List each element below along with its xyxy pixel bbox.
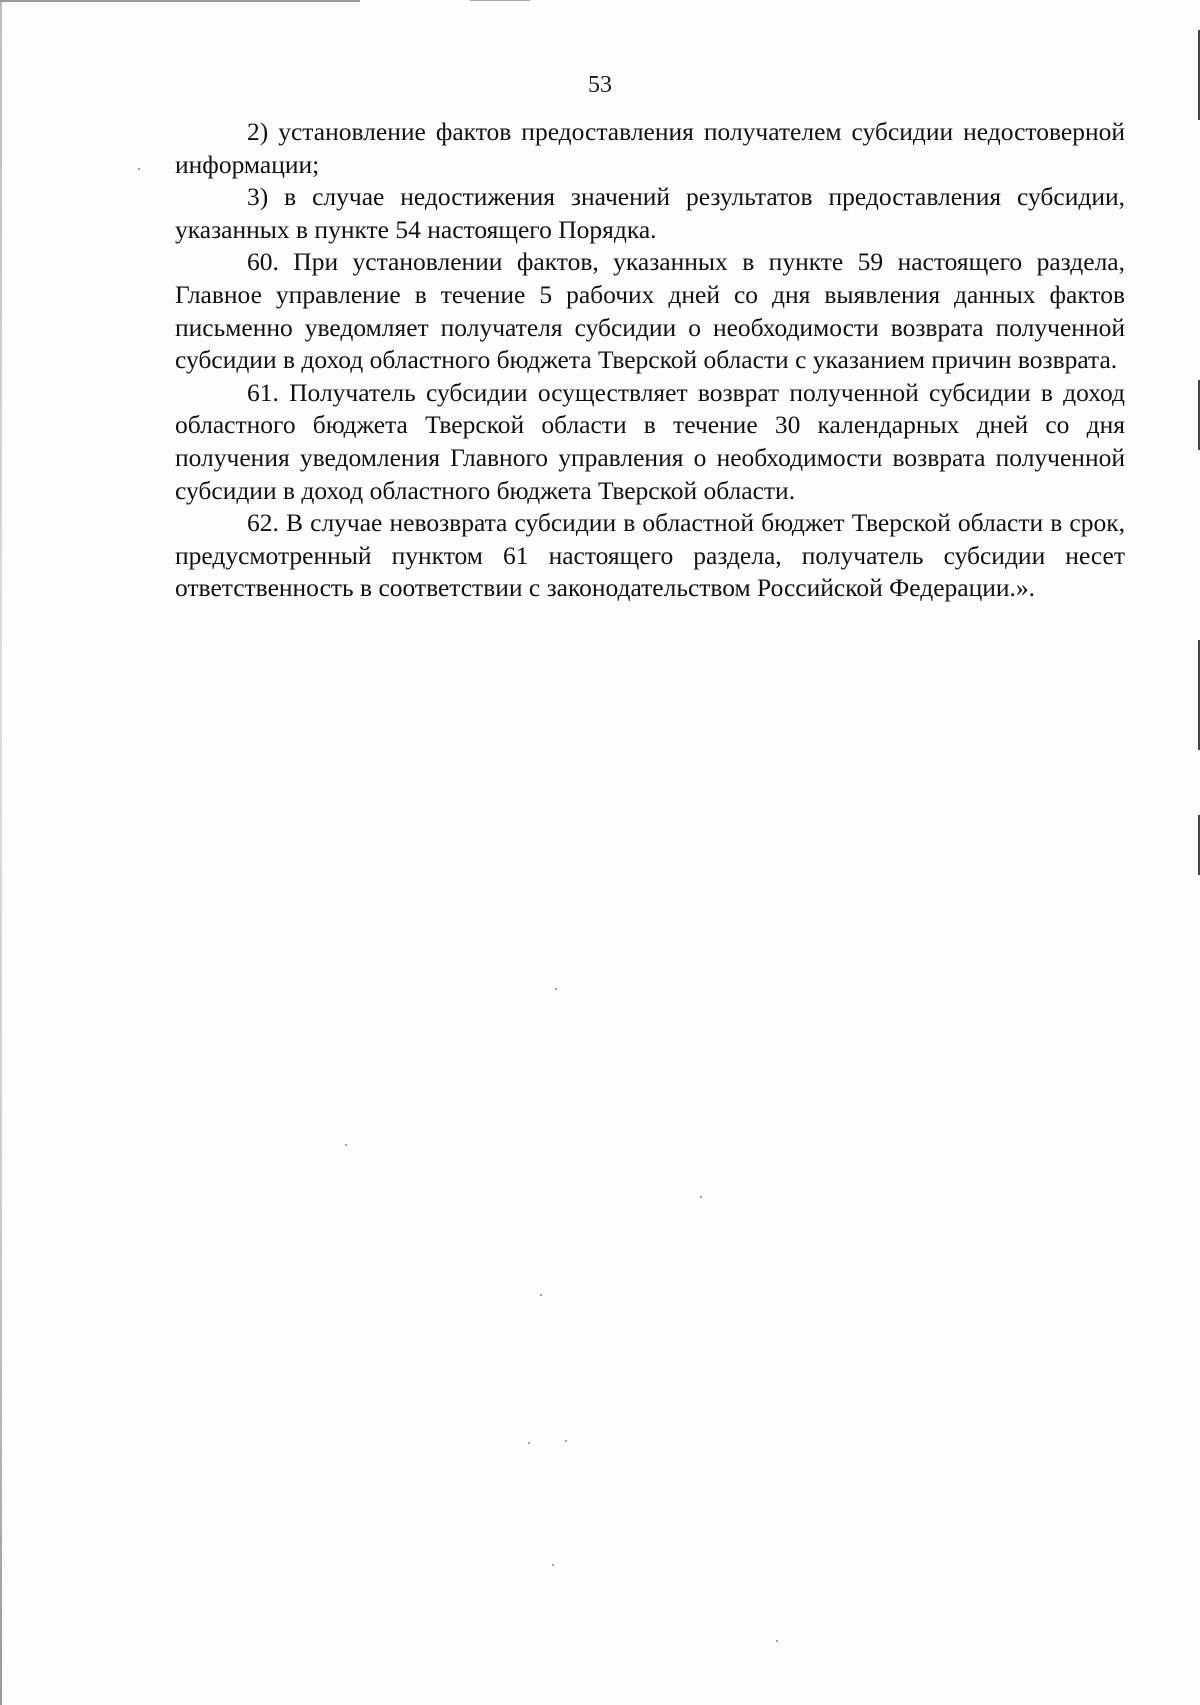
scan-speck (540, 1294, 542, 1296)
paragraph-62: 62. В случае невозврата субсидии в областной бюджет Тверской области в срок, предусмотренный пунктом 61 настоящего раздела, получатель субсидии несет ответственность в соответствии с законодательством Российской Федерации.». (175, 508, 1125, 603)
scan-speck (565, 1440, 567, 1442)
paragraph-60: 60. При установлении фактов, указанных в пункте 59 настоящего раздела, Главное управление в течение 5 рабочих дней со дня выявления данных фактов письменно уведомляет получателя субсидии о необходимости возврата полученной субсидии в доход областного бюджета Тверской области с указанием причин возврата. (175, 247, 1125, 375)
scan-speck (345, 1144, 347, 1146)
scan-speck (776, 1640, 778, 1642)
page-number: 53 (588, 72, 612, 98)
paragraph-item-2: 2) установление фактов предоставления получателем субсидии недостоверной информации; (175, 117, 1125, 179)
scan-edge-top (0, 0, 360, 2)
paragraph-61: 61. Получатель субсидии осуществляет возврат полученной субсидии в доход областного бюджета Тверской области в течение 30 календарных дней со дня получения уведомления Главного управления о необходимости возврата полученной субсидии в доход областного бюджета Тверской области. (175, 377, 1125, 505)
scan-edge-top-mark (470, 0, 530, 1)
scan-speck (528, 1442, 530, 1444)
scan-speck (552, 1564, 554, 1566)
document-body (175, 116, 1125, 605)
scan-edge-left (0, 0, 2, 1705)
scan-speck (555, 988, 557, 990)
paragraph-item-3: 3) в случае недостижения значений результатов предоставления субсидии, указанных в пункте 54 настоящего Порядка. (175, 182, 1125, 244)
scan-speck (138, 168, 140, 170)
scan-speck (700, 1196, 702, 1198)
